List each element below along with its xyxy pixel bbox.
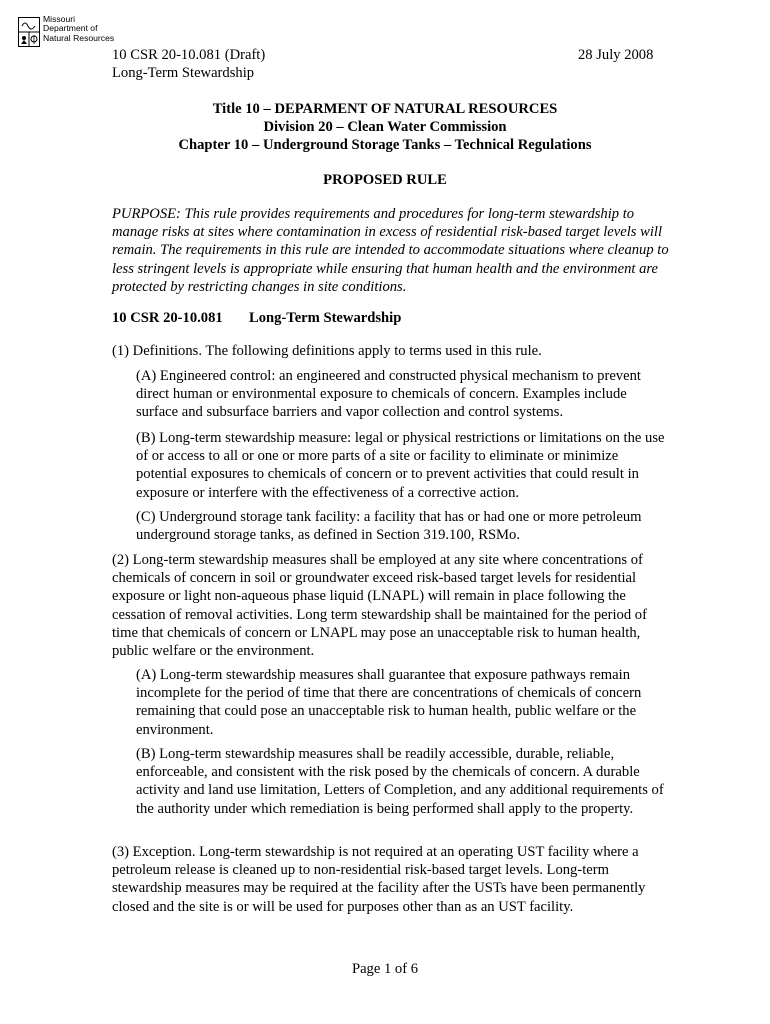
- division-line: Division 20 – Clean Water Commission: [263, 119, 507, 136]
- section-2b-measures: (B) Long-term stewardship measures shall be readily accessible, durable, reliable, enforceable, and consistent with the risk posed by the chemicals of concern. A durable activity and land use limitation, Letters of Completion, and any additional requirements of the authority under which remediation is being performed shall apply to the property.: [136, 746, 664, 817]
- document-header: [112, 46, 265, 82]
- title-line: Title 10 – DEPARMENT OF NATURAL RESOURCES: [212, 101, 558, 117]
- document-date: 28 July 2008: [578, 47, 654, 63]
- section-3-exception: (3) Exception. Long-term stewardship is not required at an operating UST facility where a petroleum release is cleaned up to non-residential risk-based target levels. Long-term stewardship measures may be required at the facility after the USTs have been permanently closed and the site is or will be used for purposes other than as an UST facility.: [112, 844, 646, 915]
- purpose-statement: PURPOSE: This rule provides requirements and procedures for long-term stewardship to manage risks at sites where contamination in excess of residential risk-based target levels will remain. The requirements in this rule are intended to accommodate situations where cleanup to less stringent levels is appropriate while ensuring that human health and the environment are protected by restricting changes in site conditions.: [112, 206, 669, 295]
- agency-name-line: Natural Resources: [43, 32, 115, 43]
- agency-logo: [18, 15, 128, 49]
- definition-c-ust-facility: (C) Underground storage tank facility: a facility that has or had one or more petroleum underground storage tanks, as defined in Section 319.100, RSMo.: [136, 509, 642, 544]
- dnr-seal-icon: [18, 17, 40, 47]
- document-id: 10 CSR 20-10.081 (Draft): [112, 47, 266, 63]
- agency-name-line: Missouri: [43, 14, 75, 24]
- section-1-definitions: (1) Definitions. The following definitions apply to terms used in this rule.: [112, 343, 542, 359]
- chapter-line: Chapter 10 – Underground Storage Tanks – Technical Regulations: [178, 137, 592, 154]
- rule-heading: [112, 309, 401, 327]
- section-2a-pathways: (A) Long-term stewardship measures shall guarantee that exposure pathways remain incomplete for the period of time that there are concentrations of chemicals of concern remaining that could pose an unacceptable risk to human health, public welfare or the environment.: [136, 667, 642, 738]
- rule-name: Long-Term Stewardship: [249, 310, 402, 326]
- proposed-rule-heading: PROPOSED RULE: [323, 172, 447, 188]
- page-number: Page 1 of 6: [351, 961, 419, 977]
- rule-titles: [0, 100, 770, 155]
- agency-name-line: Department of: [43, 23, 98, 34]
- section-2-stewardship-requirement: (2) Long-term stewardship measures shall be employed at any site where concentrations of chemicals of concern in soil or groundwater exceed risk-based target levels for residential exposure or light non-aqueous phase liquid (LNAPL) will remain in place following the cessation of removal activities. Long term stewardship shall be maintained for the period of time that chemicals of concern or LNAPL may pose an unacceptable risk to human health, public welfare or the environment.: [112, 552, 647, 660]
- agency-name: [43, 15, 114, 43]
- rule-number: 10 CSR 20-10.081: [112, 310, 223, 326]
- document-subject: Long-Term Stewardship: [112, 65, 255, 82]
- definition-a-engineered-control: (A) Engineered control: an engineered and constructed physical mechanism to prevent direct human or environmental exposure to chemicals of concern. Examples include surface and subsurface barriers and vapor collection and control systems.: [136, 368, 641, 421]
- definition-b-stewardship-measure: (B) Long-term stewardship measure: legal or physical restrictions or limitations on the use of or access to all or one or more parts of a site or facility to eliminate or minimize potential exposures to chemicals of concern or to prevent activities that could result in exposure or interfere with the effectiveness of a corrective action.: [136, 430, 665, 501]
